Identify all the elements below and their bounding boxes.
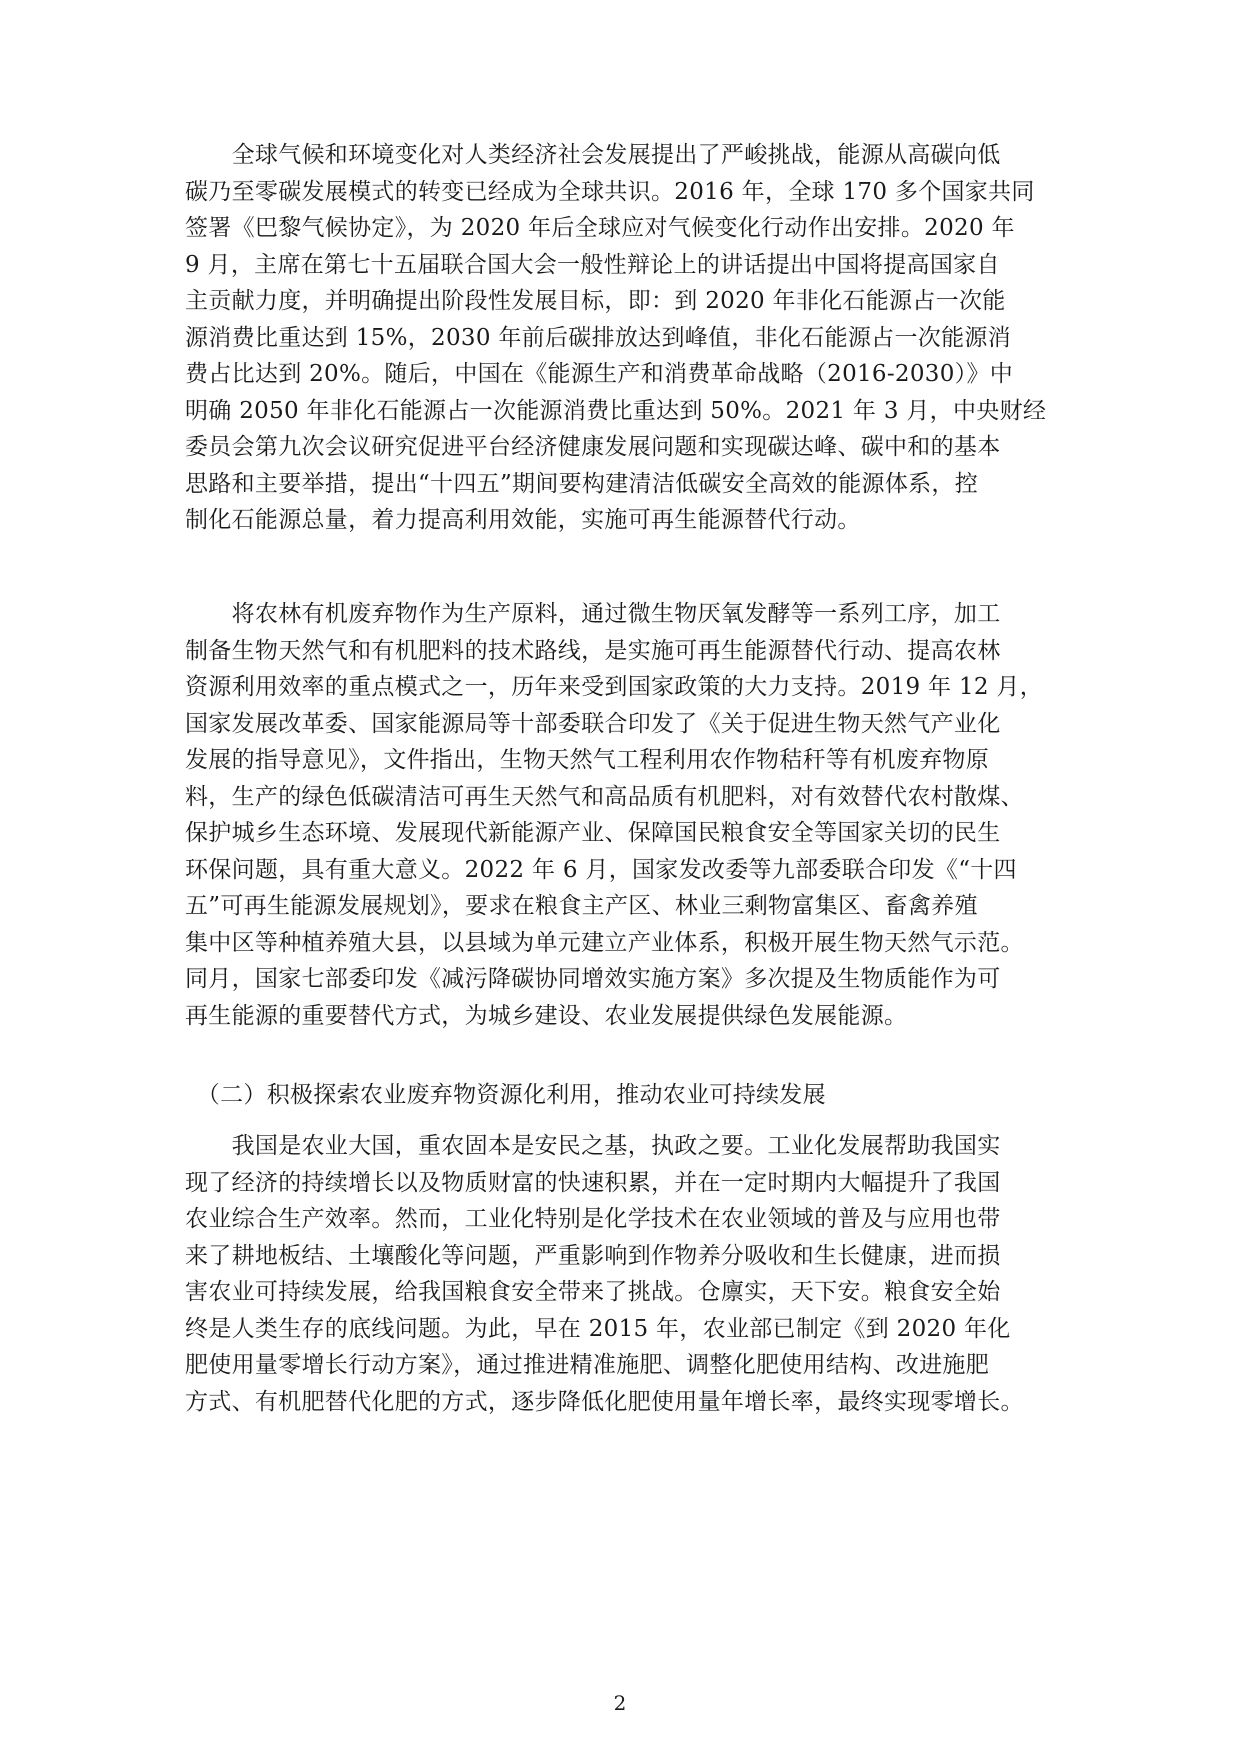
text-line: 再生能源的重要替代方式，为城乡建设、农业发展提供绿色发展能源。 — [185, 1002, 908, 1029]
text-line: 委员会第九次会议研究促进平台经济健康发展问题和实现碳达峰、碳中和的基本 — [185, 434, 1001, 460]
text-line: 明确 2050 年非化石能源占一次能源消费比重达到 50%。2021 年 3 月，中央财经 — [185, 397, 1047, 424]
text-line: 签署《巴黎气候协定》，为 2020 年后全球应对气候变化行动作出安排。2020 年 — [185, 215, 1015, 241]
text-line: 保护城乡生态环境、发展现代新能源产业、保障国民粮食安全等国家关切的民生 — [185, 820, 1001, 846]
text-line: 制化石能源总量，着力提高利用效能，实施可再生能源替代行动。 — [185, 507, 861, 533]
text-line: 方式、有机肥替代化肥的方式，逐步降低化肥使用量年增长率，最终实现零增长。 — [185, 1388, 1024, 1415]
text-line: 我国是农业大国，重农固本是安民之基，执政之要。工业化发展帮助我国实 — [185, 1133, 1001, 1159]
text-line: 终是人类生存的底线问题。为此，早在 2015 年，农业部已制定《到 2020 年化 — [185, 1315, 1011, 1342]
text-line: 集中区等种植养殖大县，以县域为单元建立产业体系，积极开展生物天然气示范。 — [185, 929, 1024, 956]
text-line: 源消费比重达到 15%，2030 年前后碳排放达到峰值，非化石能源占一次能源消 — [185, 324, 1011, 351]
text-line: 现了经济的持续增长以及物质财富的快速积累，并在一定时期内大幅提升了我国 — [185, 1169, 1001, 1196]
text-line: 肥使用量零增长行动方案》，通过推进精准施肥、调整化肥使用结构、改进施肥 — [185, 1352, 989, 1378]
text-line: 9 月，主席在第七十五届联合国大会一般性辩论上的讲话提出中国将提高国家自 — [185, 251, 1000, 278]
text-line: 同月，国家七部委印发《减污降碳协同增效实施方案》多次提及生物质能作为可 — [185, 966, 1001, 992]
text-line: 将农林有机废弃物作为生产原料，通过微生物厌氧发酵等一系列工序，加工 — [185, 601, 1001, 627]
text-line: （二）积极探索农业废弃物资源化利用，推动农业可持续发展 — [185, 1082, 826, 1108]
text-line: 害农业可持续发展，给我国粮食安全带来了挑战。仓廪实，天下安。粮食安全始 — [185, 1279, 1001, 1305]
text-line: 农业综合生产效率。然而，工业化特别是化学技术在农业领域的普及与应用也带 — [185, 1206, 1001, 1232]
text-line: 发展的指导意见》，文件指出，生物天然气工程利用农作物秸秆等有机废弃物原 — [185, 747, 989, 773]
text-line: 主贡献力度，并明确提出阶段性发展目标，即：到 2020 年非化石能源占一次能 — [185, 288, 1006, 314]
text-line: 制备生物天然气和有机肥料的技术路线，是实施可再生能源替代行动、提高农林 — [185, 637, 1001, 664]
text-line: 来了耕地板结、土壤酸化等问题，严重影响到作物养分吸收和生长健康，进而损 — [185, 1242, 1001, 1269]
text-line: 费占比达到 20%。随后，中国在《能源生产和消费革命战略（2016-2030）》中 — [185, 361, 1014, 387]
text-line: 碳乃至零碳发展模式的转变已经成为全球共识。2016 年，全球 170 多个国家共同 — [185, 178, 1035, 205]
text-line: 思路和主要举措，提出“十四五”期间要构建清洁低碳安全高效的能源体系，控 — [185, 470, 979, 497]
text-line: 五”可再生能源发展规划》，要求在粮食主产区、林业三剩物富集区、畜禽养殖 — [185, 893, 978, 919]
text-line: 环保问题，具有重大意义。2022 年 6 月，国家发改委等九部委联合印发《“十四 — [185, 856, 1017, 883]
text-line: 资源利用效率的重点模式之一，历年来受到国家政策的大力支持。2019 年 12 月， — [185, 674, 1044, 700]
page-number: 2 — [613, 1691, 627, 1715]
text-line: 料，生产的绿色低碳清洁可再生天然气和高品质有机肥料，对有效替代农村散煤、 — [185, 783, 1024, 810]
text-line: 全球气候和环境变化对人类经济社会发展提出了严峻挑战，能源从高碳向低 — [185, 142, 1001, 168]
text-line: 国家发展改革委、国家能源局等十部委联合印发了《关于促进生物天然气产业化 — [185, 710, 1001, 737]
